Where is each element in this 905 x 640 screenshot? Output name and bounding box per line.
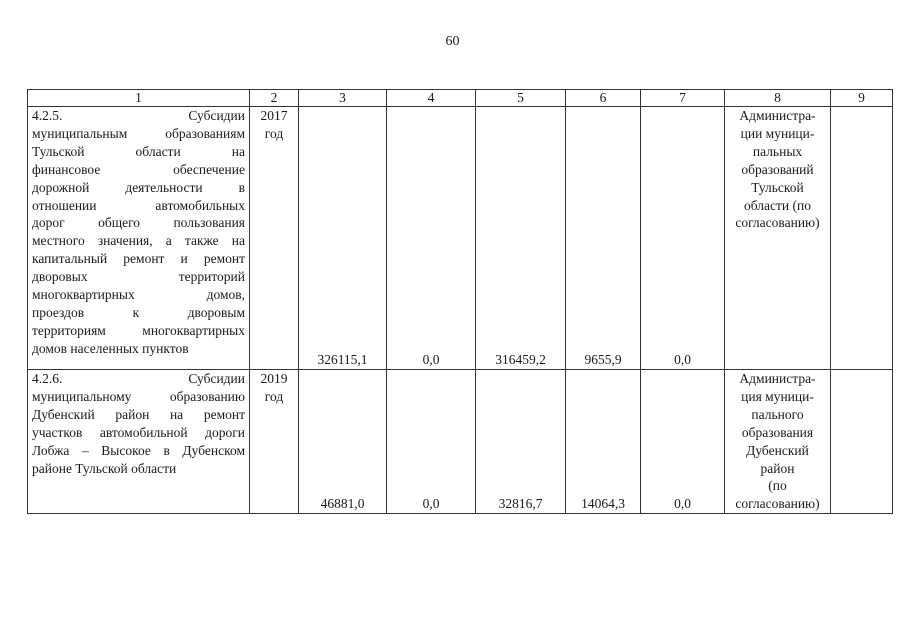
executor-line: Администра- <box>739 108 816 123</box>
header-cell: 6 <box>566 90 641 107</box>
executor-line: (по <box>768 478 787 494</box>
federal-cell: 0,0 <box>387 370 476 514</box>
regional-cell: 316459,2 <box>476 107 566 370</box>
executor-line: Тульской <box>751 179 804 195</box>
year-value: 2017 <box>260 108 288 123</box>
executor-line: пального <box>751 406 804 422</box>
description-line: отношении автомобильных <box>32 197 245 213</box>
description-line: финансовое обеспечение <box>32 161 245 177</box>
executor-cell <box>725 370 831 514</box>
description-line: 4.2.5. Субсидии <box>32 108 245 123</box>
header-cell: 5 <box>476 90 566 107</box>
description-line: домов населенных пунктов <box>32 340 189 356</box>
executor-line: образования <box>741 424 814 440</box>
year-value: 2019 <box>260 371 288 386</box>
page-number: 60 <box>445 34 460 49</box>
executor-line: район <box>760 460 795 476</box>
description-line: многоквартирных домов, <box>32 287 245 303</box>
header-cell: 7 <box>641 90 725 107</box>
total-cell: 326115,1 <box>299 107 387 370</box>
notes-cell <box>831 370 893 514</box>
executor-cell <box>725 107 831 370</box>
table-row <box>28 107 893 370</box>
header-cell: 1 <box>28 90 250 107</box>
description-line: дорожной деятельности в <box>32 179 245 195</box>
executor-line: ция муници- <box>741 388 814 404</box>
description-line: Дубенский район на ремонт <box>32 406 245 422</box>
year-unit: год <box>264 388 284 404</box>
executor-line: Администра- <box>739 371 816 386</box>
header-row <box>28 90 893 107</box>
total-cell: 46881,0 <box>299 370 387 514</box>
description-line: муниципальным образованиям <box>32 125 245 141</box>
header-cell: 8 <box>725 90 831 107</box>
other-cell: 0,0 <box>641 370 725 514</box>
municipal-cell: 9655,9 <box>566 107 641 370</box>
description-line: 4.2.6. Субсидии <box>32 371 245 386</box>
executor-line: образований <box>741 161 814 177</box>
header-cell: 3 <box>299 90 387 107</box>
header-cell: 2 <box>250 90 299 107</box>
executor-line: согласованию) <box>735 215 820 231</box>
description-line: Лобжа – Высокое в Дубенском <box>32 442 245 458</box>
regional-cell: 32816,7 <box>476 370 566 514</box>
description-line: Тульской области на <box>32 143 245 159</box>
description-line: муниципальному образованию <box>32 388 245 404</box>
description-line: участков автомобильной дороги <box>32 424 245 440</box>
executor-line: области (по <box>744 197 811 213</box>
executor-line: Дубенский <box>746 442 809 458</box>
table-row <box>28 370 893 514</box>
description-cell <box>28 107 250 370</box>
header-cell: 9 <box>831 90 893 107</box>
description-line: капитальный ремонт и ремонт <box>32 251 245 267</box>
notes-cell <box>831 107 893 370</box>
description-line: дорог общего пользования <box>32 215 245 231</box>
municipal-cell: 14064,3 <box>566 370 641 514</box>
description-line: местного значения, а также на <box>32 233 245 249</box>
description-line: районе Тульской области <box>32 460 177 476</box>
other-cell: 0,0 <box>641 107 725 370</box>
description-line: проездов к дворовым <box>32 304 245 320</box>
budget-table <box>27 89 893 514</box>
executor-line: пальных <box>752 143 803 159</box>
year-cell <box>250 107 299 370</box>
description-cell <box>28 370 250 514</box>
federal-cell: 0,0 <box>387 107 476 370</box>
executor-line: согласованию) <box>735 496 820 512</box>
header-cell: 4 <box>387 90 476 107</box>
executor-line: ции муници- <box>740 125 815 141</box>
year-cell <box>250 370 299 514</box>
description-line: территориям многоквартирных <box>32 322 245 338</box>
description-line: дворовых территорий <box>32 269 245 285</box>
year-unit: год <box>264 125 284 141</box>
